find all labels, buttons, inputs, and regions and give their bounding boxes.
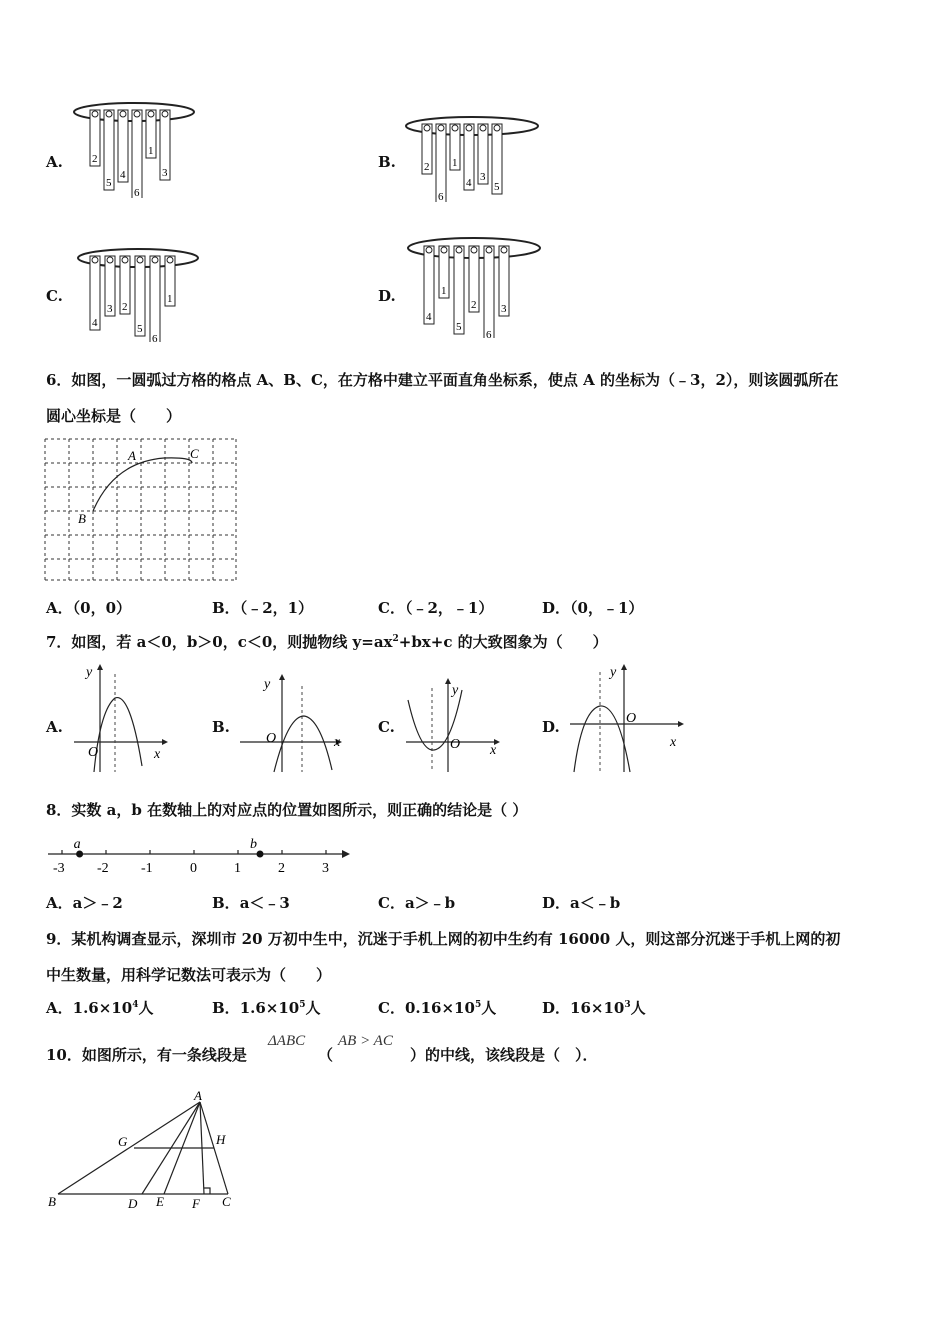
q5-tag-5: [484, 246, 494, 338]
q7-option-d-label[interactable]: D.: [542, 718, 560, 736]
svg-text:4: 4: [426, 311, 432, 323]
q9-option-d-letter: D．: [542, 999, 571, 1017]
q7-b-y: y: [264, 677, 271, 692]
svg-text:4: 4: [466, 177, 472, 189]
q7-a-x: x: [154, 747, 161, 762]
q7-option-b-label[interactable]: B.: [212, 718, 230, 736]
q7-a-o: O: [88, 745, 99, 760]
q5-tag-3: [118, 110, 128, 182]
q10-label-e: E: [156, 1194, 164, 1209]
q9-option-a-base: 1.6×10: [72, 999, 133, 1017]
q8-option-b[interactable]: [212, 893, 290, 913]
q7-option-a-label[interactable]: A.: [46, 718, 63, 736]
q9-option-c-letter: C．: [378, 999, 405, 1017]
q5-tag-6: [492, 124, 502, 194]
q6-arc: [93, 458, 192, 511]
svg-text:3: 3: [162, 167, 168, 179]
q8-tick-label: -1: [141, 861, 153, 876]
q7-b-x: x: [334, 735, 341, 750]
q8-stem: 8．实数 a，b 在数轴上的对应点的位置如图所示，则正确的结论是（ ）: [46, 801, 528, 819]
q5-tag-6: [165, 256, 175, 306]
q7-graph-c: [402, 676, 502, 774]
q9-option-b-base: 1.6×10: [239, 999, 300, 1017]
q7-d-y: y: [610, 665, 617, 680]
q5-option-c-label[interactable]: C.: [46, 287, 63, 305]
svg-text:6: 6: [134, 187, 140, 198]
q5-tag-4: [469, 246, 479, 312]
q8-option-d-text: a＜﹣b: [570, 894, 621, 912]
q10-label-g: G: [118, 1134, 128, 1149]
svg-text:6: 6: [438, 191, 444, 202]
q10-label-a: A: [194, 1088, 202, 1103]
q9-option-c-exp: 5: [474, 1000, 482, 1010]
q5-tag-2: [104, 110, 114, 190]
q7-a-y: y: [86, 665, 93, 680]
q8-option-a-text: a＞﹣2: [72, 894, 123, 912]
q5-tag-5: [150, 256, 160, 342]
q8-option-b-text: a＜﹣3: [239, 894, 290, 912]
q8-option-d-letter: D．: [542, 894, 571, 912]
q5-option-b-label[interactable]: B.: [378, 153, 396, 171]
q7-d-o: O: [626, 711, 637, 726]
q5-figure-b: [404, 112, 544, 202]
q10-math-condition: AB > AC: [338, 1033, 393, 1049]
q5-tag-6: [499, 246, 509, 316]
q8-option-a[interactable]: [46, 893, 123, 913]
q6-label-c: C: [190, 446, 199, 461]
q7-stem-sup: 2: [392, 634, 399, 644]
q7-graph-d: [566, 662, 684, 774]
q6-option-d-letter: D．: [542, 599, 571, 617]
q10-triangle-figure: [44, 1084, 244, 1214]
q8-number-line: [46, 834, 352, 878]
q6-stem-line1: 6．如图，一圆弧过方格的格点 A、B、C，在方格中建立平面直角坐标系，使点 A 的坐标为（﹣3，2），则该圆弧所在: [46, 371, 839, 389]
q9-option-c-unit: 人: [481, 999, 497, 1017]
q7-stem-post: +bx+c 的大致图象为（ ）: [398, 633, 608, 651]
q6-stem-line2: 圆心坐标是（ ）: [46, 407, 182, 425]
q10-label-h: H: [216, 1132, 226, 1147]
q8-tick-label: 3: [322, 861, 329, 876]
svg-text:4: 4: [92, 317, 98, 329]
svg-text:1: 1: [441, 285, 447, 297]
svg-text:3: 3: [501, 303, 507, 315]
q9-option-b-exp: 5: [299, 1000, 306, 1010]
q10-stem-post: ）的中线，该线段是（ ）．: [410, 1046, 598, 1064]
q7-graph-a: [70, 662, 168, 774]
svg-text:5: 5: [456, 321, 462, 333]
q8-point-a-label: a: [73, 837, 81, 852]
q7-c-o: O: [450, 737, 461, 752]
q8-point-b: [257, 851, 264, 858]
svg-text:6: 6: [152, 333, 158, 342]
q8-option-c-text: a＞﹣b: [404, 894, 456, 912]
q7-stem: [46, 632, 608, 652]
q5-figure-c: [76, 242, 206, 342]
q5-tag-1: [90, 256, 100, 330]
q7-c-x: x: [490, 743, 497, 758]
q9-option-b-letter: B．: [212, 999, 240, 1017]
q10-label-c: C: [222, 1194, 231, 1209]
q6-label-a: A: [128, 448, 136, 463]
q6-option-c[interactable]: [378, 598, 493, 618]
q8-point-b-label: b: [250, 837, 257, 852]
q6-grid-figure: [44, 437, 240, 583]
q9-option-a-exp: 4: [132, 1000, 139, 1010]
q5-tag-5: [146, 110, 156, 158]
q5-tag-1: [422, 124, 432, 174]
q10-label-b: B: [48, 1194, 56, 1209]
q8-tick-label: -2: [97, 861, 109, 876]
q5-tag-2: [436, 124, 446, 202]
q6-option-b-text: （﹣2，1）: [239, 599, 314, 617]
svg-text:5: 5: [137, 323, 143, 335]
q9-option-c-base: 0.16×10: [404, 999, 475, 1017]
q5-tag-4: [132, 110, 142, 198]
q9-option-a[interactable]: [46, 998, 153, 1018]
q6-option-b[interactable]: [212, 598, 313, 618]
svg-text:1: 1: [148, 145, 154, 157]
q9-option-b[interactable]: [212, 998, 321, 1018]
q5-tag-1: [424, 246, 434, 324]
q10-math-triangle: ΔABC: [268, 1033, 306, 1049]
q8-option-c-letter: C．: [378, 894, 405, 912]
q5-option-a-label[interactable]: A.: [46, 153, 63, 171]
q6-option-a[interactable]: [46, 598, 131, 618]
svg-text:4: 4: [120, 169, 126, 181]
q7-graph-b: [236, 672, 344, 774]
q8-tick-label: 2: [278, 861, 285, 876]
q9-option-d[interactable]: [542, 998, 646, 1018]
svg-text:5: 5: [494, 181, 500, 193]
q10-paren-open: （: [318, 1046, 334, 1064]
q6-label-b: B: [78, 511, 86, 526]
svg-text:2: 2: [471, 299, 477, 311]
q9-option-d-exp: 3: [624, 1000, 631, 1010]
svg-text:3: 3: [480, 171, 486, 183]
q5-tag-1: [90, 110, 100, 166]
q5-figure-d: [406, 234, 546, 338]
q7-b-o: O: [266, 731, 277, 746]
q6-option-d-text: （0，﹣1）: [570, 599, 644, 617]
q7-option-c-label[interactable]: C.: [378, 718, 395, 736]
q5-option-d-label[interactable]: D.: [378, 287, 396, 305]
q5-tag-4: [135, 256, 145, 336]
q10-stem-pre: 10．如图所示，有一条线段是: [46, 1046, 247, 1064]
q8-tick-label: 1: [234, 861, 241, 876]
q5-tag-5: [478, 124, 488, 184]
q9-option-d-unit: 人: [630, 999, 646, 1017]
q5-tag-4: [464, 124, 474, 190]
q9-option-d-base: 16×10: [570, 999, 625, 1017]
q5-tag-6: [160, 110, 170, 180]
q6-option-a-letter: A．: [46, 599, 73, 617]
q5-tag-2: [439, 246, 449, 298]
q5-figure-a: [72, 98, 202, 198]
q7-d-x: x: [670, 735, 677, 750]
q5-tag-3: [454, 246, 464, 334]
q9-option-a-unit: 人: [138, 999, 154, 1017]
q10-label-d: D: [128, 1196, 138, 1211]
svg-text:5: 5: [106, 177, 112, 189]
q8-option-b-letter: B．: [212, 894, 240, 912]
svg-text:2: 2: [122, 301, 128, 313]
q8-option-a-letter: A．: [46, 894, 73, 912]
q7-c-y: y: [452, 683, 459, 698]
q5-tag-3: [120, 256, 130, 314]
svg-text:1: 1: [452, 157, 458, 169]
svg-text:2: 2: [424, 161, 430, 173]
q8-option-c[interactable]: [378, 893, 455, 913]
q10-label-f: F: [192, 1196, 200, 1211]
q5-tag-3: [450, 124, 460, 170]
q8-tick-label: 0: [190, 861, 197, 876]
q8-option-d[interactable]: [542, 893, 620, 913]
q7-stem-pre: 7．如图，若 a＜0，b＞0，c＜0，则抛物线 y=ax: [46, 633, 393, 651]
q6-option-c-letter: C．: [378, 599, 405, 617]
q9-option-c[interactable]: [378, 998, 496, 1018]
q6-option-a-text: （0，0）: [72, 599, 132, 617]
q9-stem-line2: 中生数量，用科学记数法可表示为（ ）: [46, 966, 332, 984]
q6-option-d[interactable]: [542, 598, 643, 618]
q9-option-a-letter: A．: [46, 999, 73, 1017]
q9-stem-line1: 9．某机构调查显示，深圳市 20 万初中生中，沉迷于手机上网的初中生约有 16000 人，则这部分沉迷于手机上网的初: [46, 930, 841, 948]
svg-text:3: 3: [107, 303, 113, 315]
q5-tag-2: [105, 256, 115, 316]
svg-text:6: 6: [486, 329, 492, 338]
q8-tick-label: -3: [53, 861, 65, 876]
q6-option-c-text: （﹣2，﹣1）: [404, 599, 494, 617]
q9-option-b-unit: 人: [305, 999, 321, 1017]
svg-text:2: 2: [92, 153, 98, 165]
svg-text:1: 1: [167, 293, 173, 305]
q6-option-b-letter: B．: [212, 599, 240, 617]
